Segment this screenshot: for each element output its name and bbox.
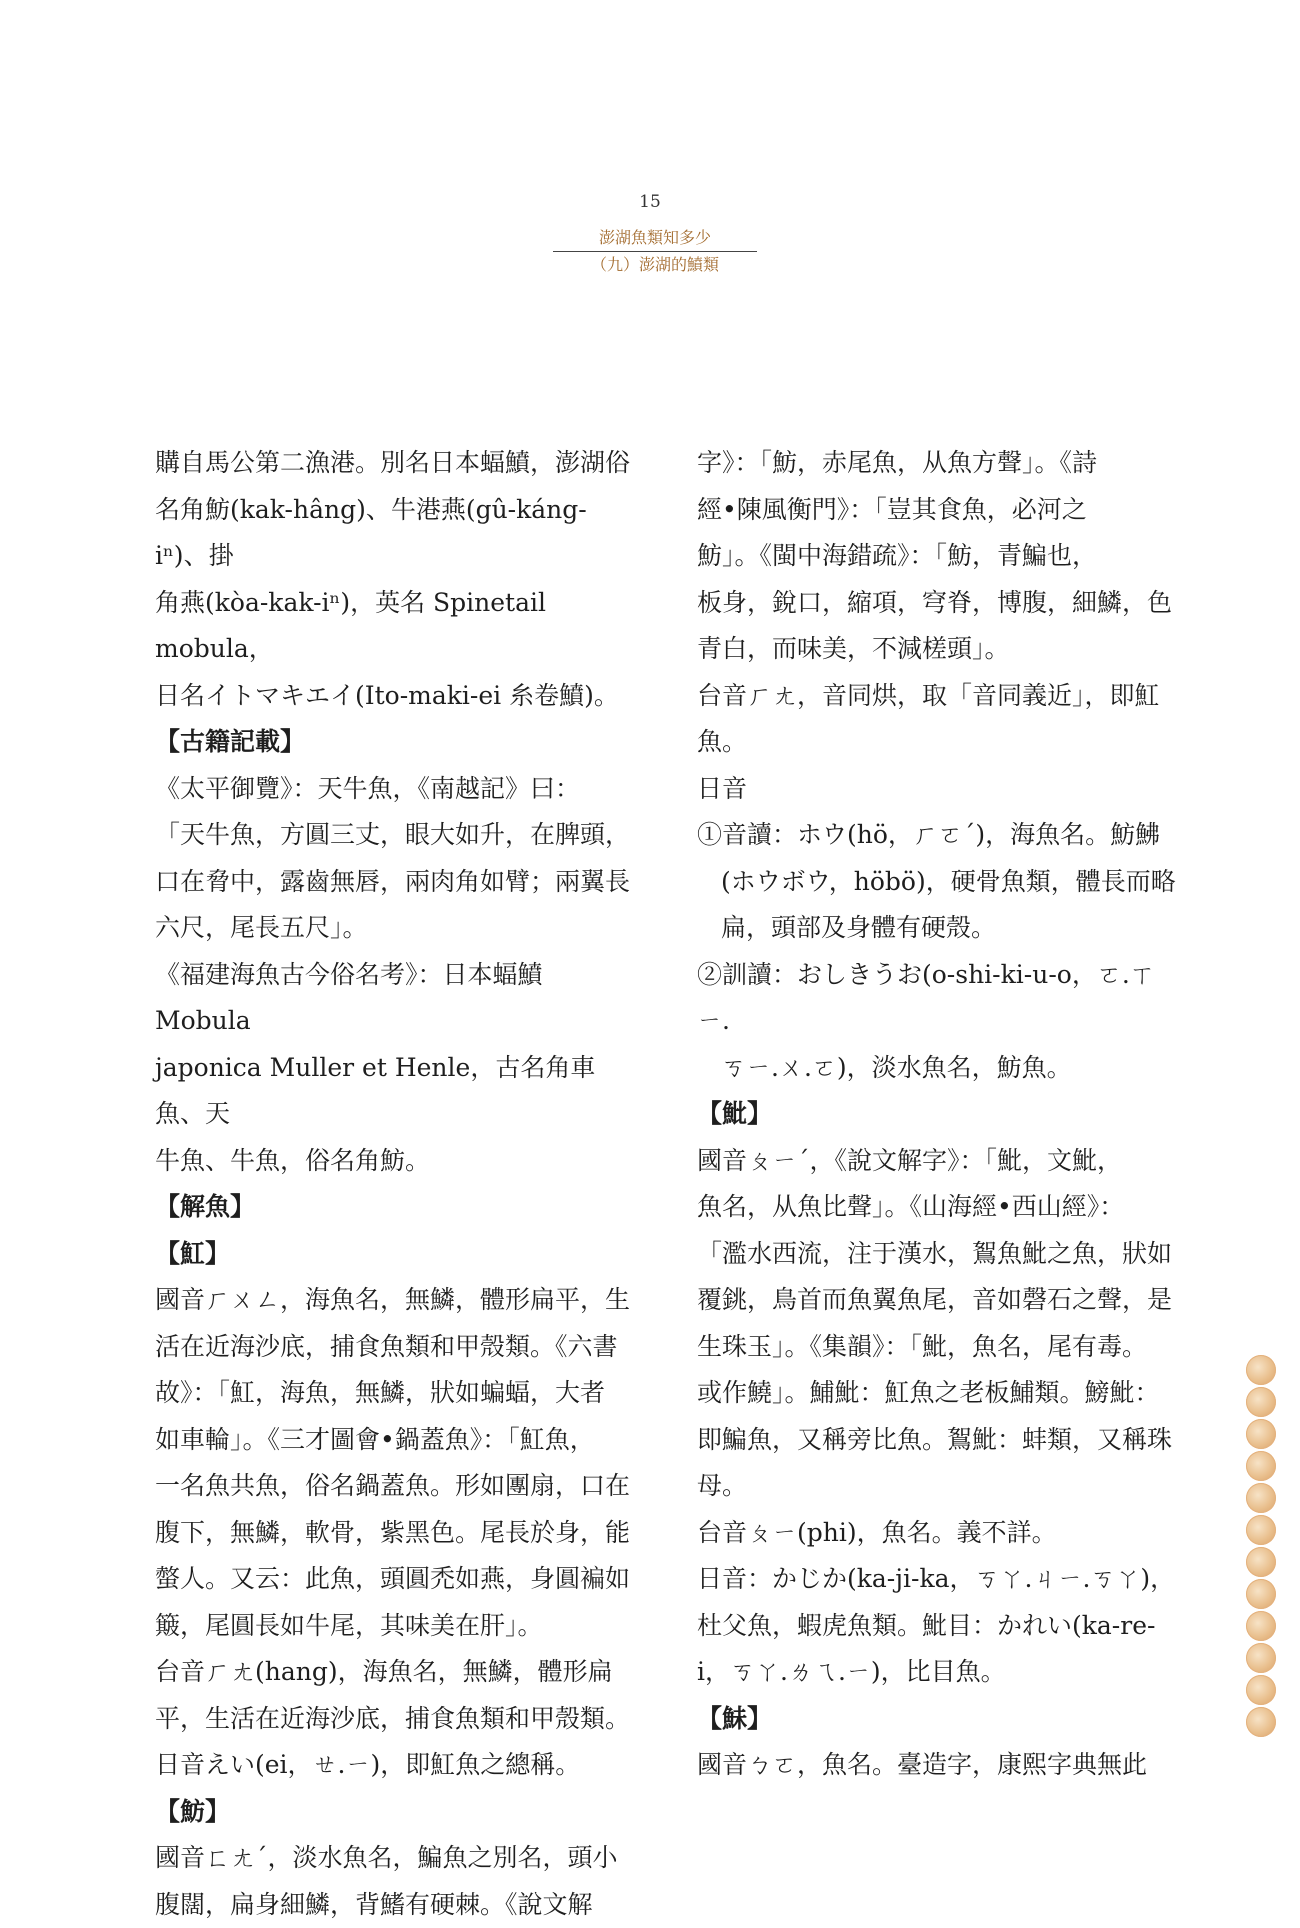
text-line: 台音ㄏㄤ(hang)，海魚名，無鱗，體形扁 [155, 1649, 639, 1696]
text-line: 牛魚、牛魚，俗名角魴。 [155, 1138, 639, 1185]
text-line: 杜父魚，蝦虎魚類。魮目：かれい(ka-re- [697, 1603, 1181, 1650]
text-line: 台音ㄏㄤ，音同烘，取「音同義近」，即魟 [697, 673, 1181, 720]
ornament-circle-icon [1246, 1419, 1276, 1449]
text-line: 角燕(kòa-kak-iⁿ)，英名 Spinetail mobula， [155, 580, 639, 673]
text-line: 《太平御覽》：天牛魚，《南越記》曰： [155, 766, 639, 813]
header-title: 澎湖魚類知多少 [553, 228, 757, 252]
entry-heading: 【魮】 [697, 1091, 1181, 1138]
text-line: 魚。 [697, 719, 1181, 766]
text-line: 活在近海沙底，捕食魚類和甲殼類。《六書 [155, 1324, 639, 1371]
text-line: 扁，頭部及身體有硬殼。 [697, 905, 1181, 952]
text-line: 六尺，尾長五尺」。 [155, 905, 639, 952]
entry-heading: 【魴】 [155, 1789, 639, 1836]
ornament-circle-icon [1246, 1355, 1276, 1385]
text-line: 國音ㄅㄛ，魚名。臺造字，康熙字典無此 [697, 1742, 1181, 1789]
ornament-circle-icon [1246, 1643, 1276, 1673]
text-line: 「濫水西流，注于漢水，鴽魚魮之魚，狀如 [697, 1231, 1181, 1278]
ornament-circle-icon [1246, 1547, 1276, 1577]
text-line: 日音えい(ei，ㄝ.ㄧ)，即魟魚之總稱。 [155, 1742, 639, 1789]
text-line: 購自馬公第二漁港。別名日本蝠鱝，澎湖俗 [155, 440, 639, 487]
ornament-circle-icon [1246, 1707, 1276, 1737]
entry-heading: 【魟】 [155, 1231, 639, 1278]
ornament-circle-icon [1246, 1451, 1276, 1481]
ornament-circle-icon [1246, 1579, 1276, 1609]
text-line: 腹下，無鱗，軟骨，紫黑色。尾長於身，能 [155, 1510, 639, 1557]
text-line: ㄎㄧ.ㄨ.ㄛ)，淡水魚名，魴魚。 [697, 1045, 1181, 1092]
text-line: 經•陳風衡門》：「豈其食魚，必河之 [697, 487, 1181, 534]
text-line: 「天牛魚，方圓三丈，眼大如升，在脾頭， [155, 812, 639, 859]
text-line: 一名魚共魚，俗名鍋蓋魚。形如團扇，口在 [155, 1463, 639, 1510]
text-line: 國音ㄏㄨㄥ，海魚名，無鱗，體形扁平，生 [155, 1277, 639, 1324]
text-line: 台音ㄆㄧ(phi)，魚名。義不詳。 [697, 1510, 1181, 1557]
text-line: 《福建海魚古今俗名考》：日本蝠鱝 Mobula [155, 952, 639, 1045]
section-heading: 【古籍記載】 [155, 719, 639, 766]
text-line: 母。 [697, 1463, 1181, 1510]
text-line: 口在脅中，露齒無唇，兩肉角如臂；兩翼長 [155, 859, 639, 906]
text-line: ②訓讀：おしきうお(o-shi-ki-u-o，ㄛ.ㄒㄧ. [697, 952, 1181, 1045]
text-line: 或作鱙」。鯆魮：魟魚之老板鯆類。鰟魮： [697, 1370, 1181, 1417]
text-line: 即鯿魚，又稱旁比魚。鴽魮：蚌類，又稱珠 [697, 1417, 1181, 1464]
text-line: 日音 [697, 766, 1181, 813]
text-line: 故》：「魟，海魚，無鱗，狀如蝙蝠，大者 [155, 1370, 639, 1417]
text-line: 青白，而味美，不減槎頭」。 [697, 626, 1181, 673]
text-line: ①音讀：ホウ(hö，ㄏㄛˊ)，海魚名。魴鮄 [697, 812, 1181, 859]
text-line: 簸，尾圓長如牛尾，其味美在肝」。 [155, 1603, 639, 1650]
text-line: japonica Muller et Henle，古名角車魚、天 [155, 1045, 639, 1138]
text-line: 板身，銳口，縮項，穹脊，博腹，細鱗，色 [697, 580, 1181, 627]
text-line: 平，生活在近海沙底，捕食魚類和甲殼類。 [155, 1696, 639, 1743]
section-heading: 【解魚】 [155, 1184, 639, 1231]
text-line: 覆銚，鳥首而魚翼魚尾，音如磬石之聲，是 [697, 1277, 1181, 1324]
text-line: 螫人。又云：此魚，頭圓禿如燕，身圓褊如 [155, 1556, 639, 1603]
ornament-circle-icon [1246, 1483, 1276, 1513]
text-line: 國音ㄆㄧˊ，《說文解字》：「魮，文魮， [697, 1138, 1181, 1185]
running-header [553, 228, 757, 275]
ornament-circle-icon [1246, 1515, 1276, 1545]
text-line: 國音ㄈㄤˊ，淡水魚名，鯿魚之別名，頭小 [155, 1835, 639, 1882]
text-line: 字》：「魴，赤尾魚，从魚方聲」。《詩 [697, 440, 1181, 487]
text-line: 魴」。《閩中海錯疏》：「魴，青鯿也， [697, 533, 1181, 580]
text-line: 魚名，从魚比聲」。《山海經•西山經》： [697, 1184, 1181, 1231]
right-column [697, 440, 1181, 1789]
text-line: 腹闊，扁身細鱗，背鰭有硬棘。《說文解 [155, 1882, 639, 1928]
decorative-ornament-strip [1246, 1355, 1278, 1739]
text-line: 生珠玉」。《集韻》：「魮，魚名，尾有毒。 [697, 1324, 1181, 1371]
page-number: 15 [0, 192, 1300, 212]
text-line: i，ㄎㄚ.ㄌㄟ.ㄧ)，比目魚。 [697, 1649, 1181, 1696]
text-line: (ホウボウ，höbö)，硬骨魚類，體長而略 [697, 859, 1181, 906]
left-column [155, 440, 639, 1928]
entry-heading: 【鮇】 [697, 1696, 1181, 1743]
header-subtitle: （九）澎湖的鱝類 [553, 252, 757, 275]
text-line: 名角魴(kak-hâng)、牛港燕(gû-káng-iⁿ)、掛 [155, 487, 639, 580]
text-line: 如車輪」。《三才圖會•鍋蓋魚》：「魟魚， [155, 1417, 639, 1464]
text-line: 日名イトマキエイ(Ito-maki-ei 糸卷鱝)。 [155, 673, 639, 720]
text-line: 日音：かじか(ka-ji-ka，ㄎㄚ.ㄐㄧ.ㄎㄚ)， [697, 1556, 1181, 1603]
ornament-circle-icon [1246, 1387, 1276, 1417]
ornament-circle-icon [1246, 1611, 1276, 1641]
ornament-circle-icon [1246, 1675, 1276, 1705]
